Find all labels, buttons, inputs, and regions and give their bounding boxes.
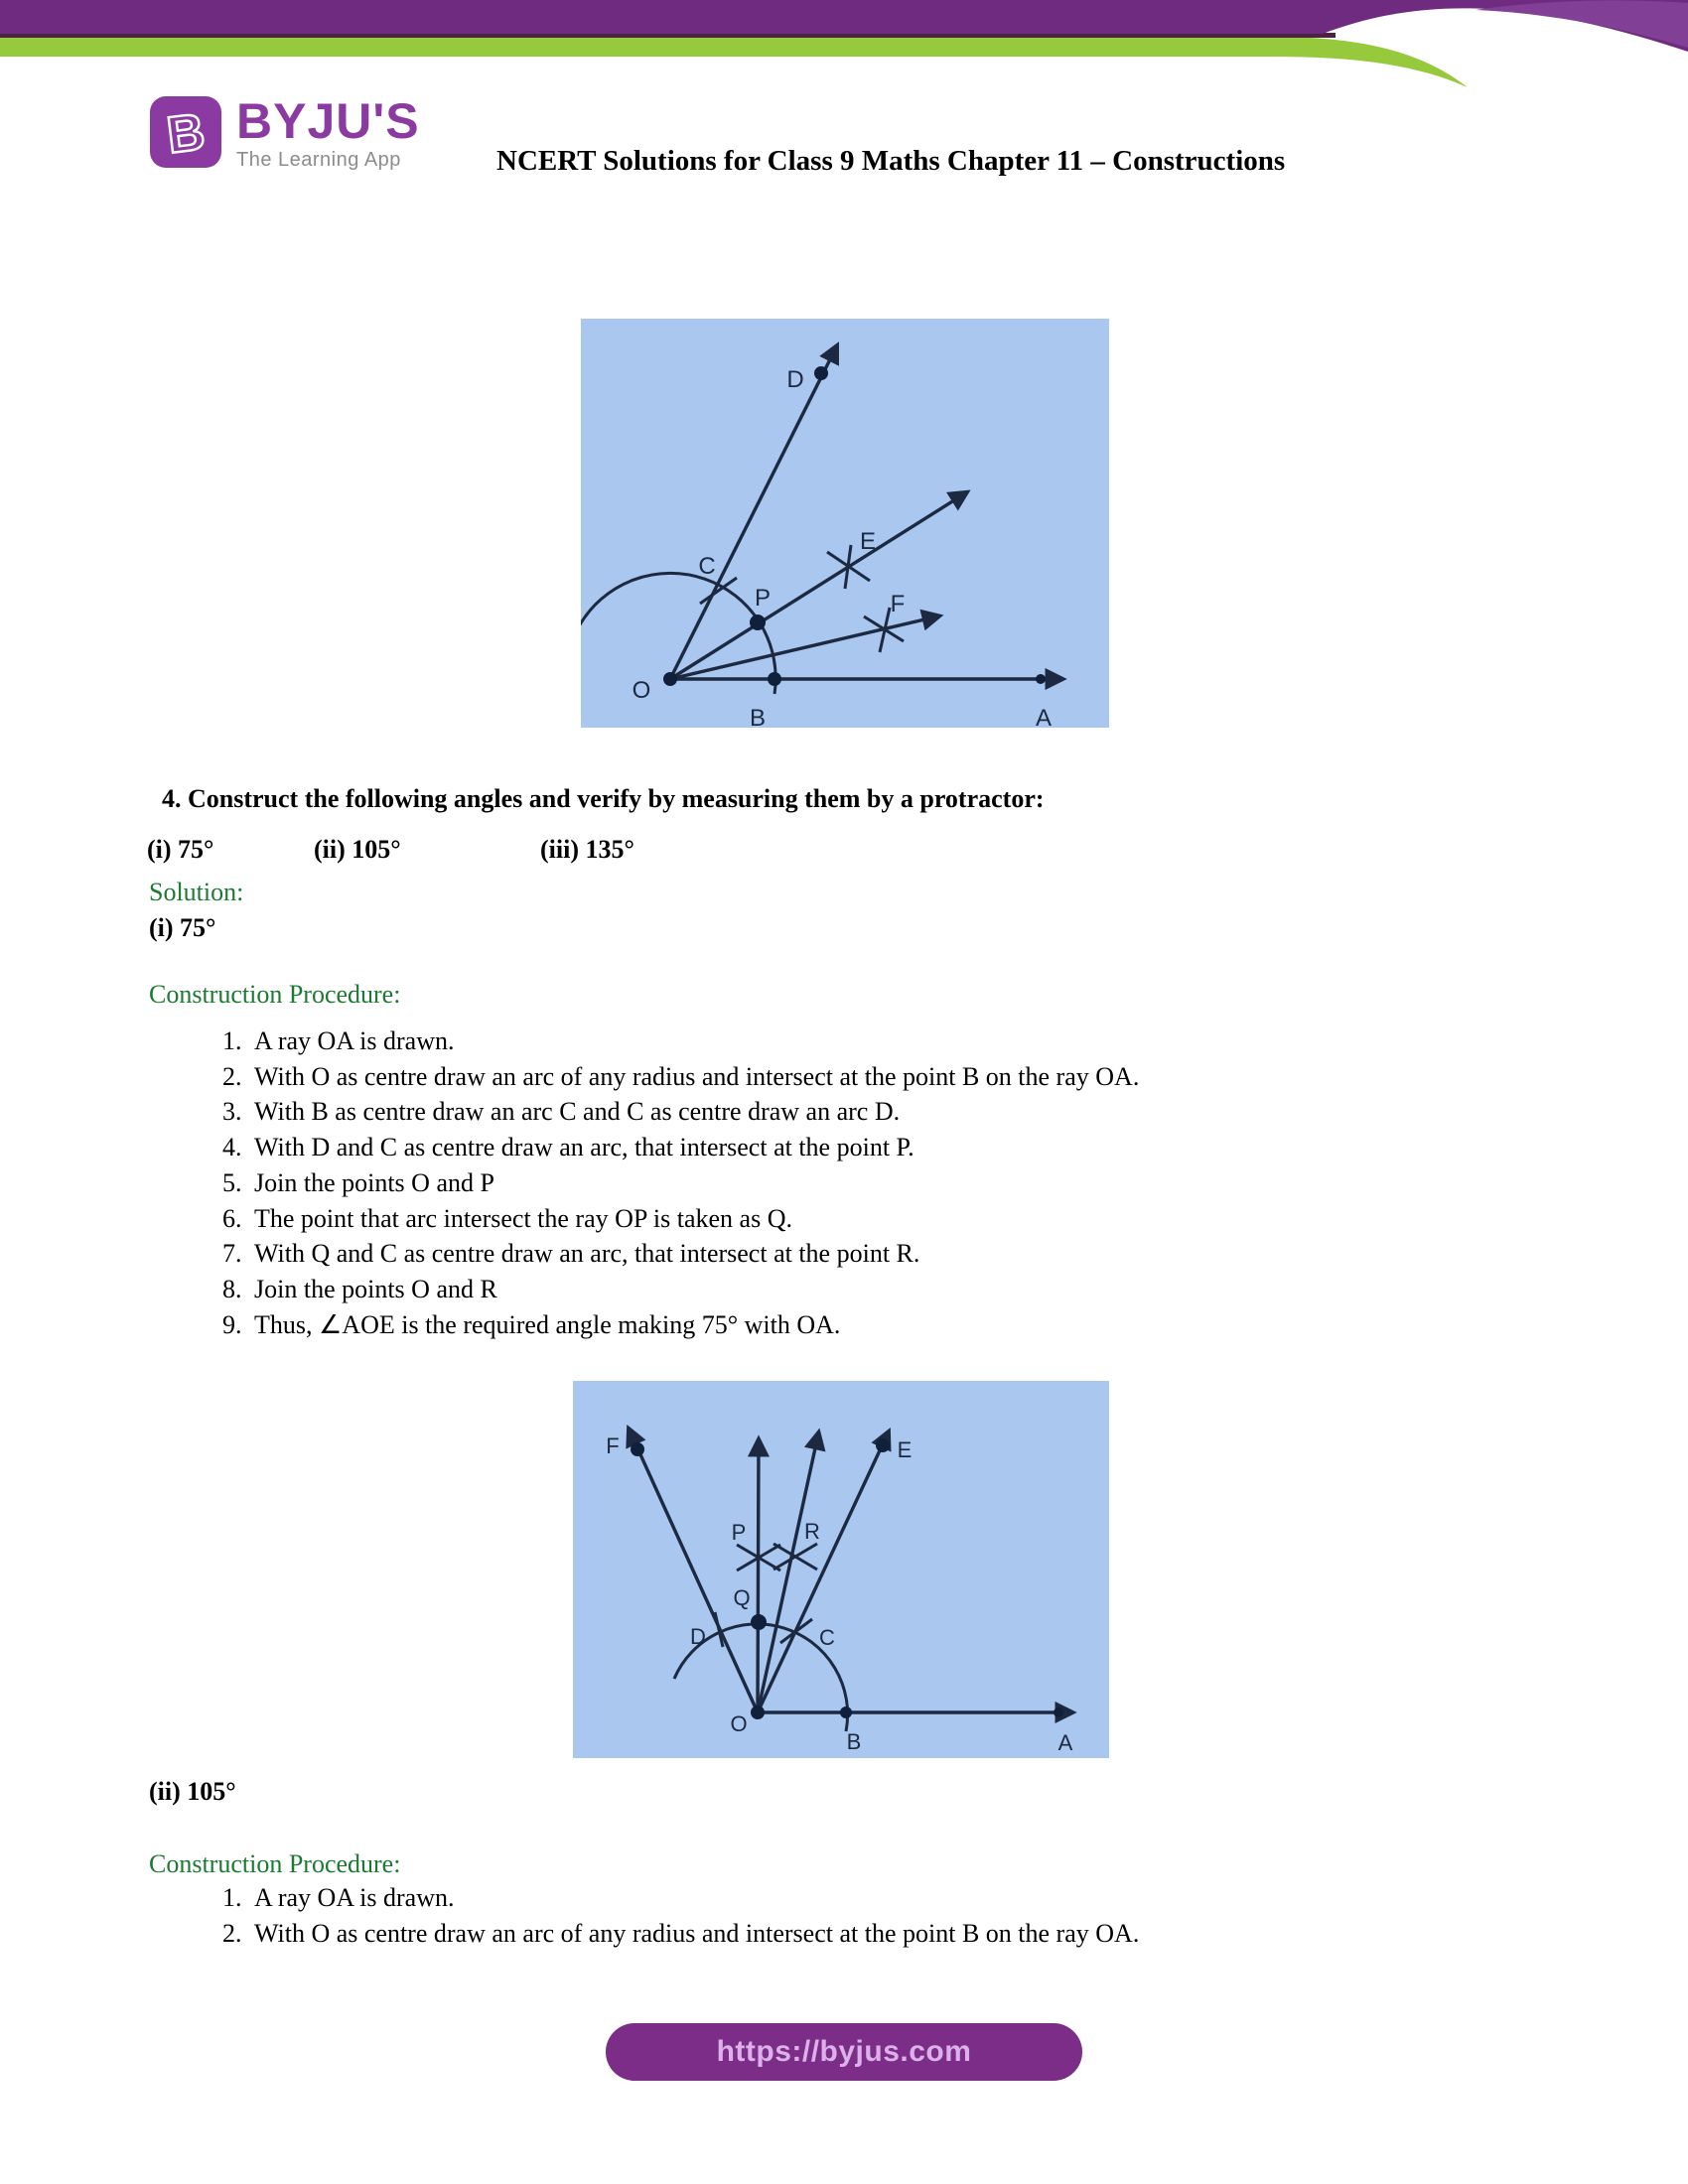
green-swoosh bbox=[0, 37, 1468, 87]
point-F bbox=[631, 1442, 644, 1456]
label-R: R bbox=[804, 1519, 820, 1544]
question-part-iii: (iii) 135° bbox=[540, 835, 634, 864]
step-item: 4. With D and C as centre draw an arc, that intersect at the point P. bbox=[248, 1130, 1539, 1165]
label-E: E bbox=[859, 528, 877, 555]
construction-figure-2 bbox=[573, 1381, 1109, 1758]
label-A: A bbox=[1057, 1730, 1073, 1755]
label-O: O bbox=[632, 677, 651, 704]
construction-figure-1 bbox=[581, 319, 1109, 728]
question-parts bbox=[0, 835, 1688, 869]
label-B: B bbox=[749, 705, 767, 728]
question-part-ii: (ii) 105° bbox=[314, 835, 401, 864]
logo-text bbox=[236, 95, 420, 172]
label-D: D bbox=[786, 366, 804, 393]
point-E bbox=[876, 1438, 890, 1452]
question-text: 4. Construct the following angles and verify by measuring them by a protractor: bbox=[162, 784, 1045, 813]
byjus-logo-icon bbox=[149, 95, 222, 169]
step-item: 8. Join the points O and R bbox=[248, 1272, 1539, 1307]
label-Q: Q bbox=[733, 1585, 751, 1610]
label-F: F bbox=[890, 591, 906, 617]
point-D bbox=[814, 366, 828, 380]
point-O bbox=[663, 672, 677, 686]
point-A bbox=[1054, 1707, 1063, 1717]
byjus-url-button[interactable]: https://byjus.com bbox=[606, 2023, 1082, 2081]
figure2-background bbox=[573, 1381, 1109, 1758]
procedure-steps-1 bbox=[189, 1024, 1539, 1342]
case-ii-heading: (ii) 105° bbox=[149, 1777, 236, 1806]
point-B bbox=[840, 1706, 852, 1718]
question-part-i: (i) 75° bbox=[147, 835, 214, 864]
procedure-steps-2 bbox=[189, 1880, 1539, 1951]
label-D: D bbox=[690, 1624, 706, 1649]
point-A bbox=[1036, 674, 1046, 684]
logo-brand: BYJU'S bbox=[236, 93, 420, 149]
label-O: O bbox=[730, 1711, 748, 1736]
step-item: 6. The point that arc intersect the ray OP is taken as Q. bbox=[248, 1201, 1539, 1237]
page-title: NCERT Solutions for Class 9 Maths Chapter 11 – Constructions bbox=[496, 145, 1286, 177]
label-A: A bbox=[1035, 705, 1053, 728]
label-P: P bbox=[731, 1520, 747, 1545]
figure1-background bbox=[581, 319, 1109, 728]
step-item: 3. With B as centre draw an arc C and C as centre draw an arc D. bbox=[248, 1094, 1539, 1130]
step-item: 1. A ray OA is drawn. bbox=[248, 1024, 1539, 1059]
byjus-logo bbox=[149, 95, 420, 172]
label-C: C bbox=[698, 553, 716, 580]
point-Q bbox=[751, 1614, 767, 1630]
logo-b-glyph: B bbox=[164, 102, 209, 166]
solution-heading: Solution: bbox=[149, 878, 244, 906]
step-item: 2. With O as centre draw an arc of any radius and intersect at the point B on the ray OA. bbox=[248, 1916, 1539, 1952]
point-P bbox=[750, 614, 766, 630]
label-P: P bbox=[754, 585, 772, 612]
label-F: F bbox=[606, 1433, 620, 1458]
step-item: 5. Join the points O and P bbox=[248, 1165, 1539, 1201]
step-item: 7. With Q and C as centre draw an arc, that intersect at the point R. bbox=[248, 1236, 1539, 1272]
label-C: C bbox=[819, 1625, 835, 1650]
procedure-heading-2: Construction Procedure: bbox=[149, 1849, 401, 1878]
procedure-heading-1: Construction Procedure: bbox=[149, 980, 401, 1009]
label-B: B bbox=[846, 1729, 862, 1754]
point-B bbox=[768, 672, 781, 686]
step-item: 9. Thus, ∠AOE is the required angle making 75° with OA. bbox=[248, 1307, 1539, 1343]
case-i-heading: (i) 75° bbox=[149, 913, 216, 942]
step-item: 2. With O as centre draw an arc of any radius and intersect at the point B on the ray OA. bbox=[248, 1059, 1539, 1095]
step-item: 1. A ray OA is drawn. bbox=[248, 1880, 1539, 1916]
point-O bbox=[751, 1706, 765, 1719]
logo-tagline: The Learning App bbox=[236, 149, 401, 171]
ray-OP bbox=[758, 1441, 759, 1712]
label-E: E bbox=[897, 1437, 913, 1462]
